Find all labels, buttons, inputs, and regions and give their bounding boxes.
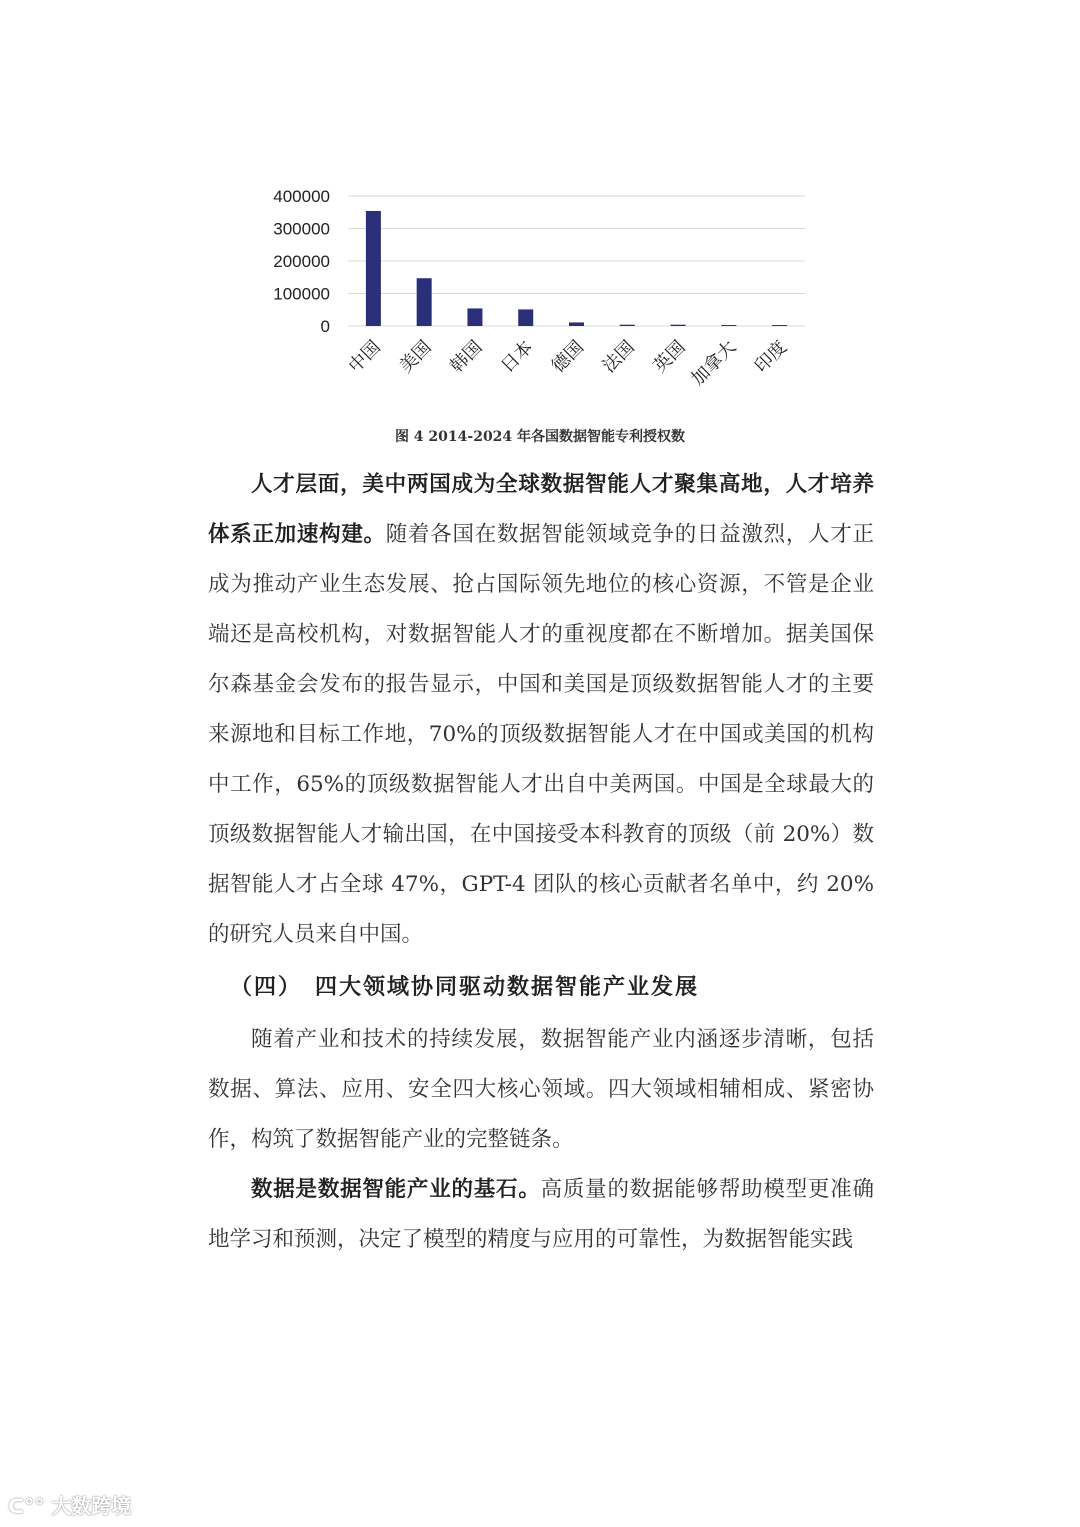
x-tick-label: 美国	[395, 336, 436, 377]
bar-0	[366, 211, 381, 326]
bar-8	[772, 325, 787, 326]
bar-3	[518, 309, 533, 326]
bar-1	[417, 278, 432, 326]
figure-caption: 图 4 2014-2024 年各国数据智能专利授权数	[394, 429, 686, 445]
paragraph-lead: 人才层面，美中两国成为全球数据智能人才聚集高地，人才培养体系正加速构建。	[208, 472, 874, 547]
bar-2	[467, 308, 482, 326]
patent-bar-chart	[0, 0, 1080, 420]
bar-5	[620, 325, 635, 326]
paragraph-data	[208, 1165, 874, 1265]
paragraph-talent	[208, 460, 874, 960]
y-tick-label: 400000	[273, 187, 330, 206]
paragraph-text: 随着产业和技术的持续发展，数据智能产业内涵逐步清晰，包括数据、算法、应用、安全四大核心领域。四大领域相辅相成、紧密协作，构筑了数据智能产业的完整链条。	[208, 1027, 874, 1152]
paragraph-text: 随着各国在数据智能领域竞争的日益激烈，人才正成为推动产业生态发展、抢占国际领先地位的核心资源，不管是企业端还是高校机构，对数据智能人才的重视度都在不断增加。据美国保尔森基金会发布的报告显示，中国和美国是顶级数据智能人才的主要来源地和目标工作地，70%的顶级数据智能人才在中国或美国的机构中工作，65%的顶级数据智能人才出自中美两国。中国是全球最大的顶级数据智能人才输出国，在中国接受本科教育的顶级（前 20%）数据智能人才占全球 47%，GPT-4 团队的核心贡献者名单中，约 20%的研究人员来自中国。	[208, 522, 874, 947]
watermark-logo: ᑕ°° 大数跨境	[8, 1494, 132, 1518]
y-tick-label: 300000	[273, 219, 330, 239]
x-tick-label: 印度	[750, 336, 792, 377]
x-tick-label: 加拿大	[687, 336, 741, 390]
x-tick-label: 英国	[649, 336, 690, 377]
paragraph-domains	[208, 1015, 874, 1165]
y-tick-label: 100000	[273, 284, 330, 304]
bar-6	[671, 325, 686, 326]
y-tick-label: 200000	[273, 252, 330, 271]
y-tick-label: 0	[320, 317, 330, 336]
x-tick-label: 德国	[547, 336, 589, 377]
bar-4	[569, 322, 584, 326]
x-tick-label: 日本	[496, 336, 538, 377]
paragraph-lead: 数据是数据智能产业的基石。	[251, 1177, 541, 1202]
paragraph-text: 高质量的数据能够帮助模型更准确地学习和预测，决定了模型的精度与应用的可靠性，为数据智能实践	[208, 1177, 874, 1252]
x-tick-label: 韩国	[446, 336, 487, 377]
section-heading: （四） 四大领域协同驱动数据智能产业发展	[230, 974, 700, 1000]
x-tick-label: 中国	[344, 336, 385, 377]
bar-7	[721, 325, 736, 326]
x-tick-label: 法国	[598, 336, 639, 377]
document-body	[208, 460, 874, 1265]
